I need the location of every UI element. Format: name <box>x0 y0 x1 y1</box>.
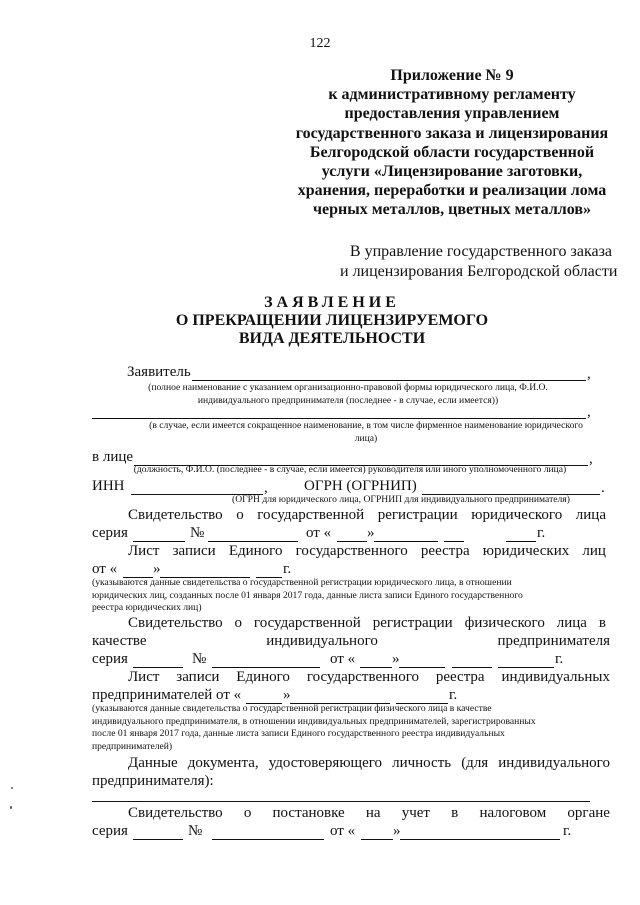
number-input-line[interactable] <box>208 541 298 542</box>
word: Свидетельство <box>128 507 223 523</box>
note-line: индивидуального предпринимателя (последнее - в случае, если имеется)) <box>197 394 499 406</box>
word: Единого <box>236 669 290 685</box>
year-input-line[interactable] <box>506 541 536 542</box>
year-label: г. <box>449 687 458 703</box>
word: индивидуального <box>266 633 378 649</box>
document-subtitle: ВИДА ДЕЯТЕЛЬНОСТИ <box>238 330 426 347</box>
short-name-note <box>46 420 640 445</box>
month-year-input-line[interactable] <box>400 839 560 840</box>
applicant-input-line[interactable] <box>192 380 586 381</box>
applicant-note <box>28 382 640 407</box>
series-label: серия <box>92 651 128 667</box>
year-label: г. <box>563 823 572 839</box>
comma: , <box>587 404 591 420</box>
number-label: № <box>190 525 205 541</box>
appendix-line: государственного заказа и лицензирования <box>295 124 609 142</box>
appendix-line: к административному регламенту <box>328 86 576 104</box>
series-input-line[interactable] <box>133 839 183 840</box>
word: юридического <box>471 507 563 523</box>
ip-cert-line <box>128 615 606 632</box>
egrip-note <box>92 703 612 753</box>
year-label: г. <box>283 561 292 577</box>
word: Лист <box>128 669 160 685</box>
inn-label: ИНН <box>92 478 125 494</box>
note-line: реестра юридических лиц) <box>92 602 202 613</box>
word: регистрации <box>377 507 458 523</box>
word: лица <box>575 507 606 523</box>
word: юридических <box>482 543 570 559</box>
appendix-line: предоставления управлением <box>344 105 560 123</box>
date-from-label: от « <box>330 651 356 667</box>
note-line: лица) <box>354 432 378 444</box>
ogrn-label: ОГРН (ОГРНИП) <box>304 478 417 494</box>
word: физического <box>464 615 545 631</box>
year-input-line[interactable] <box>498 667 554 668</box>
gap-line <box>444 541 464 542</box>
number-input-line[interactable] <box>212 839 324 840</box>
word: Единого <box>228 543 283 559</box>
note-line: индивидуального предпринимателя, в отношении индивидуальных предпринимателей, зарегистрированных <box>92 715 536 727</box>
date-from-label: от « <box>330 823 356 839</box>
id-doc-line <box>128 755 610 772</box>
note-line: (полное наименование с указанием организационно-правовой формы юридического лица, Ф.И.О. <box>148 382 548 393</box>
series-input-line[interactable] <box>133 667 183 668</box>
ip-cert-line-2 <box>92 633 610 650</box>
day-input-line[interactable] <box>361 839 393 840</box>
applicant-label: Заявитель <box>127 364 191 380</box>
addressee-line: и лицензирования Белгородской области <box>340 263 618 280</box>
series-input-line[interactable] <box>133 541 185 542</box>
year-label: г. <box>555 651 564 667</box>
word: Лист <box>128 543 160 559</box>
egrip-date-label: предпринимателей от « <box>92 687 242 703</box>
word: качестве <box>92 633 147 649</box>
note-line: (указываются данные свидетельства о государственной регистрации физического лица в качестве <box>92 703 492 714</box>
tax-cert-line <box>128 805 610 822</box>
word: (для <box>461 755 489 771</box>
quote-close: » <box>153 561 161 577</box>
note-line: (указываются данные свидетельства о государственной регистрации юридического лица, в отношении <box>92 577 512 588</box>
id-doc-input-line[interactable] <box>92 801 590 802</box>
word: личность <box>392 755 452 771</box>
month-input-line[interactable] <box>374 541 438 542</box>
date-from-label: от « <box>92 561 118 577</box>
quote-close: » <box>392 651 400 667</box>
addressee-line: В управление государственного заказа <box>349 243 612 260</box>
number-input-line[interactable] <box>212 667 320 668</box>
legal-cert-line <box>128 507 606 524</box>
appendix-line: Белгородской области государственной <box>309 143 595 161</box>
ogrn-note: (ОГРН для юридического лица, ОГРНИП для индивидуального предпринимателя) <box>232 494 570 505</box>
word: регистрации <box>372 615 453 631</box>
word: Свидетельство <box>128 615 223 631</box>
number-label: № <box>192 651 207 667</box>
gap-line <box>452 667 492 668</box>
id-doc-line-2: предпринимателя): <box>92 773 214 789</box>
word: индивидуальных <box>501 669 610 685</box>
appendix-line: хранения, переработки и реализации лома <box>297 182 607 200</box>
period: . <box>601 480 605 496</box>
document-title: ЗАЯВЛЕНИЕ <box>264 294 400 311</box>
appendix-block <box>288 66 616 220</box>
note-line: (в случае, если имеется сокращенное наименование, в том числе фирменное наименование юридического <box>149 420 583 431</box>
year-label: г. <box>537 525 546 541</box>
series-label: серия <box>92 525 128 541</box>
word: о <box>234 615 243 631</box>
appendix-line: Приложение № 9 <box>390 67 514 84</box>
word: Свидетельство <box>128 805 223 821</box>
word: государственной <box>253 615 361 631</box>
word: удостоверяющего <box>268 755 383 771</box>
appendix-line: черных металлов, цветных металлов» <box>312 201 592 219</box>
quote-close: » <box>393 823 401 839</box>
egrul-line <box>128 543 606 560</box>
date-from-label: от « <box>306 525 332 541</box>
represented-label: в лице <box>92 449 134 465</box>
day-input-line[interactable] <box>360 667 392 668</box>
scan-mark <box>11 787 13 789</box>
egrul-note <box>92 577 612 615</box>
note-line: предпринимателей) <box>92 740 173 752</box>
appendix-line: услуги «Лицензирование заготовки, <box>321 163 583 181</box>
comma: , <box>589 451 593 467</box>
number-label: № <box>188 823 203 839</box>
word: на <box>365 805 381 821</box>
word: записи <box>176 669 220 685</box>
word: органе <box>567 805 610 821</box>
word: налоговом <box>479 805 547 821</box>
word: реестра <box>420 543 470 559</box>
word: записи <box>172 543 216 559</box>
addressee <box>340 242 618 282</box>
day-input-line[interactable] <box>337 541 367 542</box>
word: в <box>451 805 459 821</box>
word: лица <box>556 615 587 631</box>
word: государственного <box>306 669 419 685</box>
month-input-line[interactable] <box>399 667 445 668</box>
series-label: серия <box>92 823 128 839</box>
word: государственного <box>295 543 408 559</box>
document-subtitle: О ПРЕКРАЩЕНИИ ЛИЦЕНЗИРУЕМОГО <box>175 312 489 329</box>
quote-close: » <box>283 687 291 703</box>
word: учет <box>401 805 430 821</box>
word: постановке <box>272 805 345 821</box>
word: Данные <box>128 755 178 771</box>
note-line: юридических лиц, созданных после 01 января 2017 года, данные листа записи Единого государственного <box>92 589 523 601</box>
comma: , <box>587 366 591 382</box>
word: индивидуального <box>498 755 610 771</box>
quote-close: » <box>367 525 375 541</box>
comma: , <box>264 480 268 496</box>
word: в <box>598 615 606 631</box>
word: предпринимателя <box>497 633 610 649</box>
word: о <box>243 805 252 821</box>
word: реестра <box>435 669 485 685</box>
word: лиц <box>582 543 606 559</box>
egrip-line <box>128 669 610 686</box>
short-name-input-line[interactable] <box>92 418 586 419</box>
page-number: 122 <box>309 36 331 51</box>
word: о <box>236 507 244 523</box>
word: документа, <box>187 755 259 771</box>
note-line: после 01 января 2017 года, данные листа записи Единого государственного реестра индивидуальных <box>92 728 505 739</box>
representative-note: (должность, Ф.И.О. (последнее - в случае, если имеется) руководителя или иного уполномоченного лица) <box>133 464 567 475</box>
word: государственной <box>257 507 365 523</box>
scan-mark <box>10 806 12 809</box>
